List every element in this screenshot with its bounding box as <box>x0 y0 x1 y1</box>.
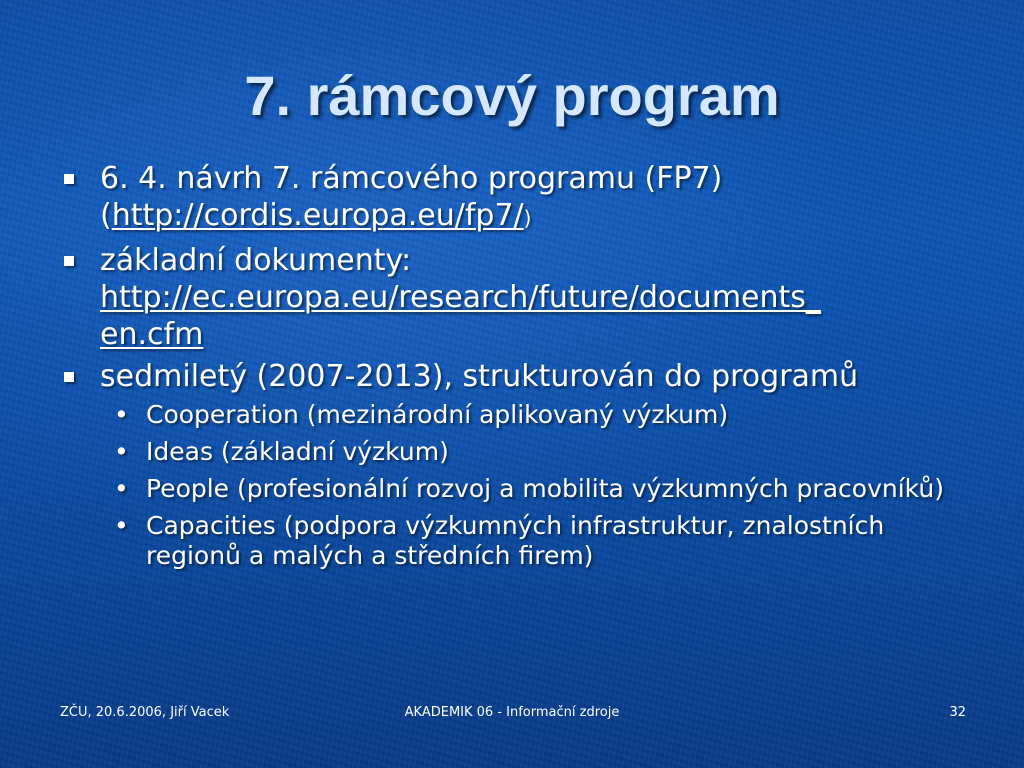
footer-page-number: 32 <box>949 705 966 720</box>
bullet-text-closing: ) <box>523 206 532 230</box>
bullet-text: základní dokumenty: <box>100 243 412 278</box>
bullet-basic-documents <box>62 242 962 353</box>
slide-content <box>62 160 962 578</box>
link-ec-documents[interactable] <box>100 280 821 352</box>
round-bullet-icon: • <box>114 474 129 503</box>
square-bullet-icon <box>64 256 74 266</box>
link-cordis-fp7[interactable]: http://cordis.europa.eu/fp7/ <box>111 198 524 233</box>
sub-list <box>62 400 962 571</box>
footer-author-date: ZČU, 20.6.2006, Jiří Vacek <box>60 705 230 720</box>
round-bullet-icon: • <box>114 400 129 429</box>
footer-event-title: AKADEMIK 06 - Informační zdroje <box>404 705 620 720</box>
sub-item-ideas <box>62 437 962 467</box>
sub-item-text: Ideas (základní výzkum) <box>146 437 449 466</box>
slide-title: 7. rámcový program <box>244 64 780 127</box>
bullet-text: sedmiletý (2007-2013), strukturován do programů <box>100 359 859 394</box>
round-bullet-icon: • <box>114 511 129 540</box>
sub-item-capacities <box>62 511 962 571</box>
bullet-fp7-proposal <box>62 160 962 237</box>
square-bullet-icon <box>64 174 74 184</box>
link-line-2: en.cfm <box>100 317 204 352</box>
sub-item-text: People (profesionální rozvoj a mobilita výzkumných pracovníků) <box>146 474 944 503</box>
sub-item-people <box>62 474 962 504</box>
bullet-seven-year <box>62 358 962 395</box>
square-bullet-icon <box>64 372 74 382</box>
round-bullet-icon: • <box>114 437 129 466</box>
sub-item-text: Cooperation (mezinárodní aplikovaný výzkum) <box>146 400 729 429</box>
sub-item-text: Capacities (podpora výzkumných infrastruktur, znalostních regionů a malých a středních firem) <box>146 511 885 570</box>
link-line-1: http://ec.europa.eu/research/future/documents_ <box>100 280 821 315</box>
sub-item-cooperation <box>62 400 962 430</box>
bullet-text: 6. 4. návrh 7. rámcového programu (FP7) ( <box>100 161 723 233</box>
